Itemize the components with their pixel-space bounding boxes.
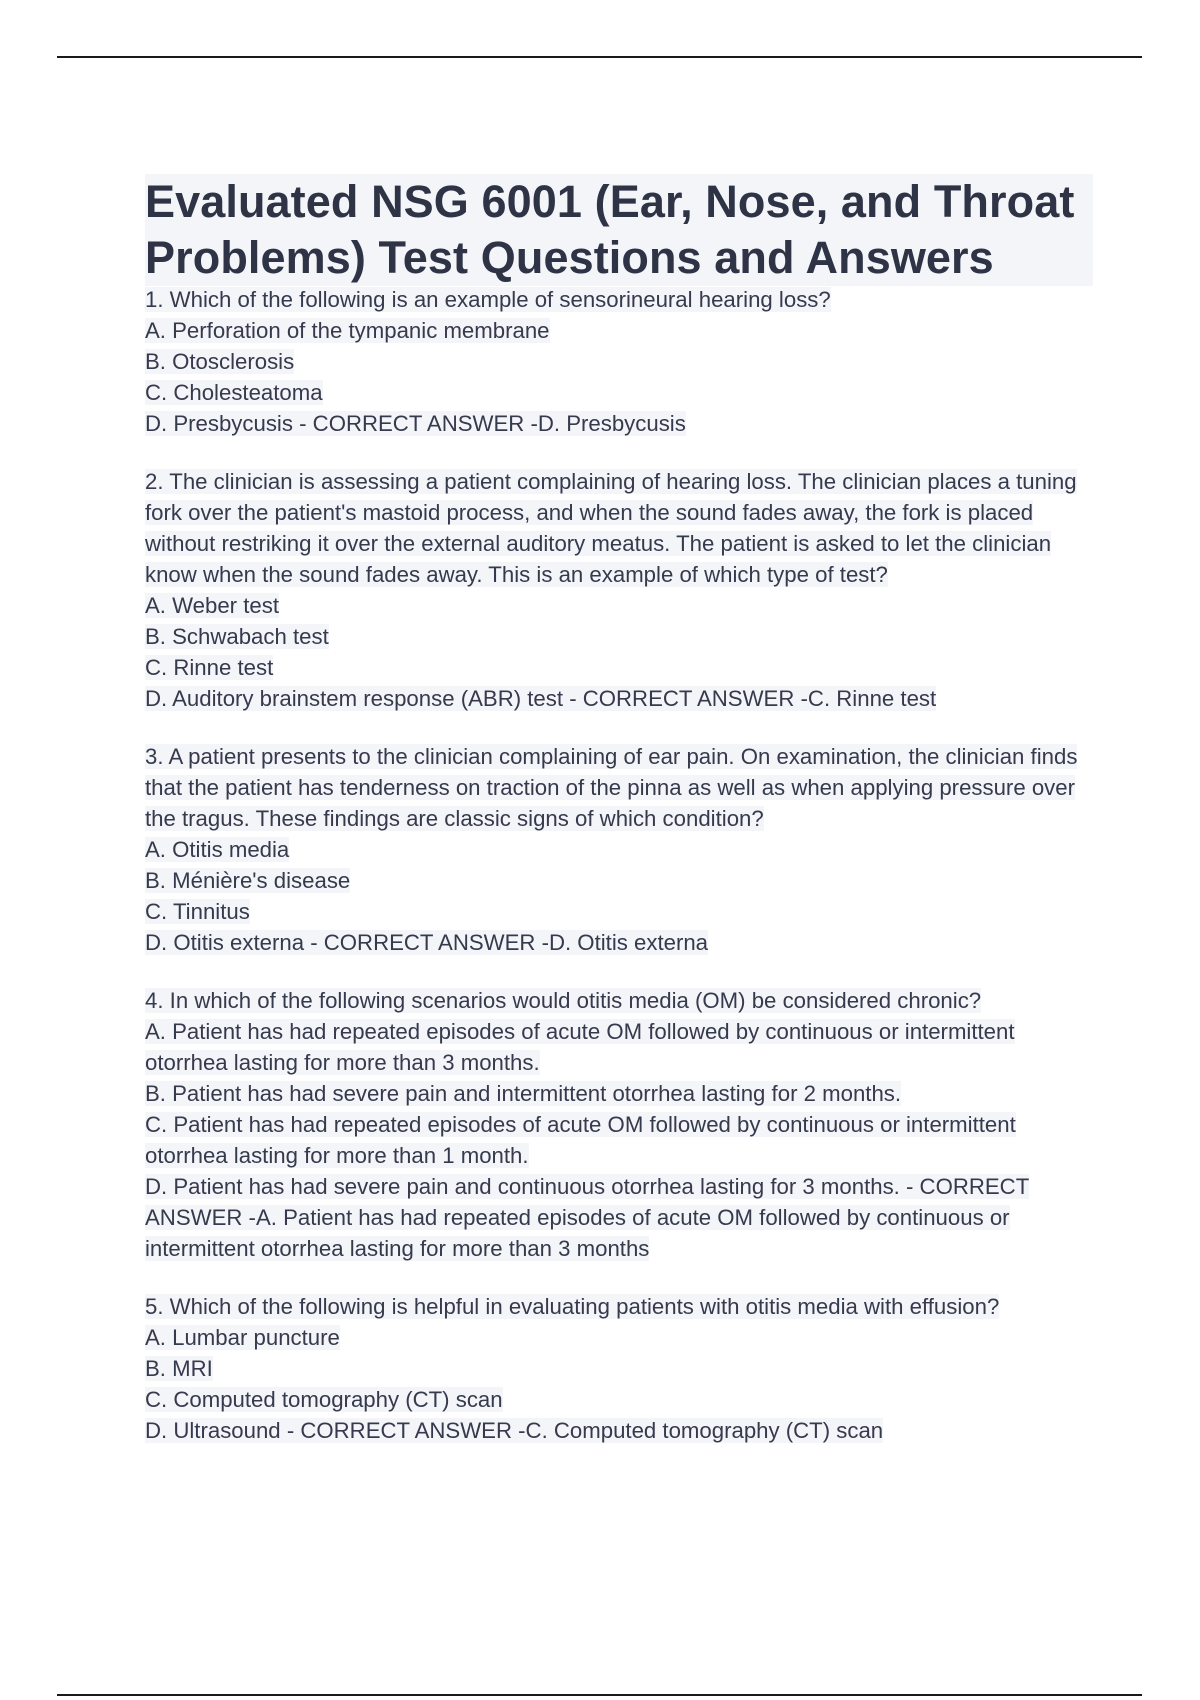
answer-option-row xyxy=(145,410,1093,441)
question-stem: 1. Which of the following is an example of sensorineural hearing loss? xyxy=(145,287,831,312)
question-stem-row xyxy=(145,743,1093,836)
answer-option: C. Computed tomography (CT) scan xyxy=(145,1387,503,1412)
answer-option-row xyxy=(145,1018,1093,1080)
answer-option-row xyxy=(145,1111,1093,1173)
answer-option: B. Patient has had severe pain and intermittent otorrhea lasting for 2 months. xyxy=(145,1081,902,1106)
answer-option-row xyxy=(145,1417,1093,1448)
question-2 xyxy=(145,468,1093,716)
answer-option-row xyxy=(145,317,1093,348)
bottom-rule xyxy=(57,1694,1142,1696)
answer-option-row xyxy=(145,929,1093,960)
question-stem-row xyxy=(145,286,1093,317)
answer-option: B. Schwabach test xyxy=(145,624,329,649)
answer-option: D. Patient has had severe pain and continuous otorrhea lasting for 3 months. - CORRECT ANSWER -A. Patient has had repeated episodes of acute OM followed by continuous or intermittent otorrhea lasting for more than 3 months xyxy=(145,1174,1030,1261)
answer-option: D. Otitis externa - CORRECT ANSWER -D. Otitis externa xyxy=(145,930,709,955)
answer-option: B. Otosclerosis xyxy=(145,349,295,374)
question-list xyxy=(145,286,1093,1448)
answer-option: D. Ultrasound - CORRECT ANSWER -C. Computed tomography (CT) scan xyxy=(145,1418,884,1443)
answer-option: B. MRI xyxy=(145,1356,213,1381)
top-rule xyxy=(57,56,1142,58)
answer-option-row xyxy=(145,654,1093,685)
question-4 xyxy=(145,987,1093,1266)
answer-option: B. Ménière's disease xyxy=(145,868,351,893)
answer-option: C. Cholesteatoma xyxy=(145,380,323,405)
answer-option: C. Rinne test xyxy=(145,655,274,680)
answer-option-row xyxy=(145,1386,1093,1417)
answer-option: C. Patient has had repeated episodes of acute OM followed by continuous or intermittent otorrhea lasting for more than 1 month. xyxy=(145,1112,1016,1168)
answer-option-row xyxy=(145,1355,1093,1386)
answer-option-row xyxy=(145,592,1093,623)
document-title: Evaluated NSG 6001 (Ear, Nose, and Throat Problems) Test Questions and Answers xyxy=(145,176,1075,283)
question-stem: 3. A patient presents to the clinician complaining of ear pain. On examination, the clinician finds that the patient has tenderness on traction of the pinna as well as when applying pressure over the tragus. These findings are classic signs of which condition? xyxy=(145,744,1078,831)
answer-option-row xyxy=(145,1080,1093,1111)
answer-option-row xyxy=(145,867,1093,898)
title-block xyxy=(145,174,1093,286)
document-body xyxy=(145,174,1093,1475)
answer-option: A. Perforation of the tympanic membrane xyxy=(145,318,550,343)
question-stem: 2. The clinician is assessing a patient complaining of hearing loss. The clinician places a tuning fork over the patient's mastoid process, and when the sound fades away, the fork is placed without restriking it over the external auditory meatus. The patient is asked to let the clinician know when the sound fades away. This is an example of which type of test? xyxy=(145,469,1077,587)
answer-option-row xyxy=(145,623,1093,654)
question-stem-row xyxy=(145,1293,1093,1324)
question-5 xyxy=(145,1293,1093,1448)
answer-option: D. Presbycusis - CORRECT ANSWER -D. Presbycusis xyxy=(145,411,686,436)
answer-option-row xyxy=(145,379,1093,410)
answer-option: A. Lumbar puncture xyxy=(145,1325,340,1350)
question-stem-row xyxy=(145,987,1093,1018)
question-1 xyxy=(145,286,1093,441)
answer-option: A. Patient has had repeated episodes of acute OM followed by continuous or intermittent otorrhea lasting for more than 3 months. xyxy=(145,1019,1015,1075)
answer-option-row xyxy=(145,898,1093,929)
answer-option: D. Auditory brainstem response (ABR) test - CORRECT ANSWER -C. Rinne test xyxy=(145,686,937,711)
answer-option: A. Otitis media xyxy=(145,837,290,862)
question-stem-row xyxy=(145,468,1093,592)
answer-option-row xyxy=(145,836,1093,867)
answer-option-row xyxy=(145,1173,1093,1266)
answer-option: C. Tinnitus xyxy=(145,899,250,924)
answer-option: A. Weber test xyxy=(145,593,280,618)
answer-option-row xyxy=(145,1324,1093,1355)
question-stem: 4. In which of the following scenarios would otitis media (OM) be considered chronic? xyxy=(145,988,982,1013)
question-3 xyxy=(145,743,1093,960)
question-stem: 5. Which of the following is helpful in evaluating patients with otitis media with effusion? xyxy=(145,1294,1000,1319)
answer-option-row xyxy=(145,348,1093,379)
answer-option-row xyxy=(145,685,1093,716)
